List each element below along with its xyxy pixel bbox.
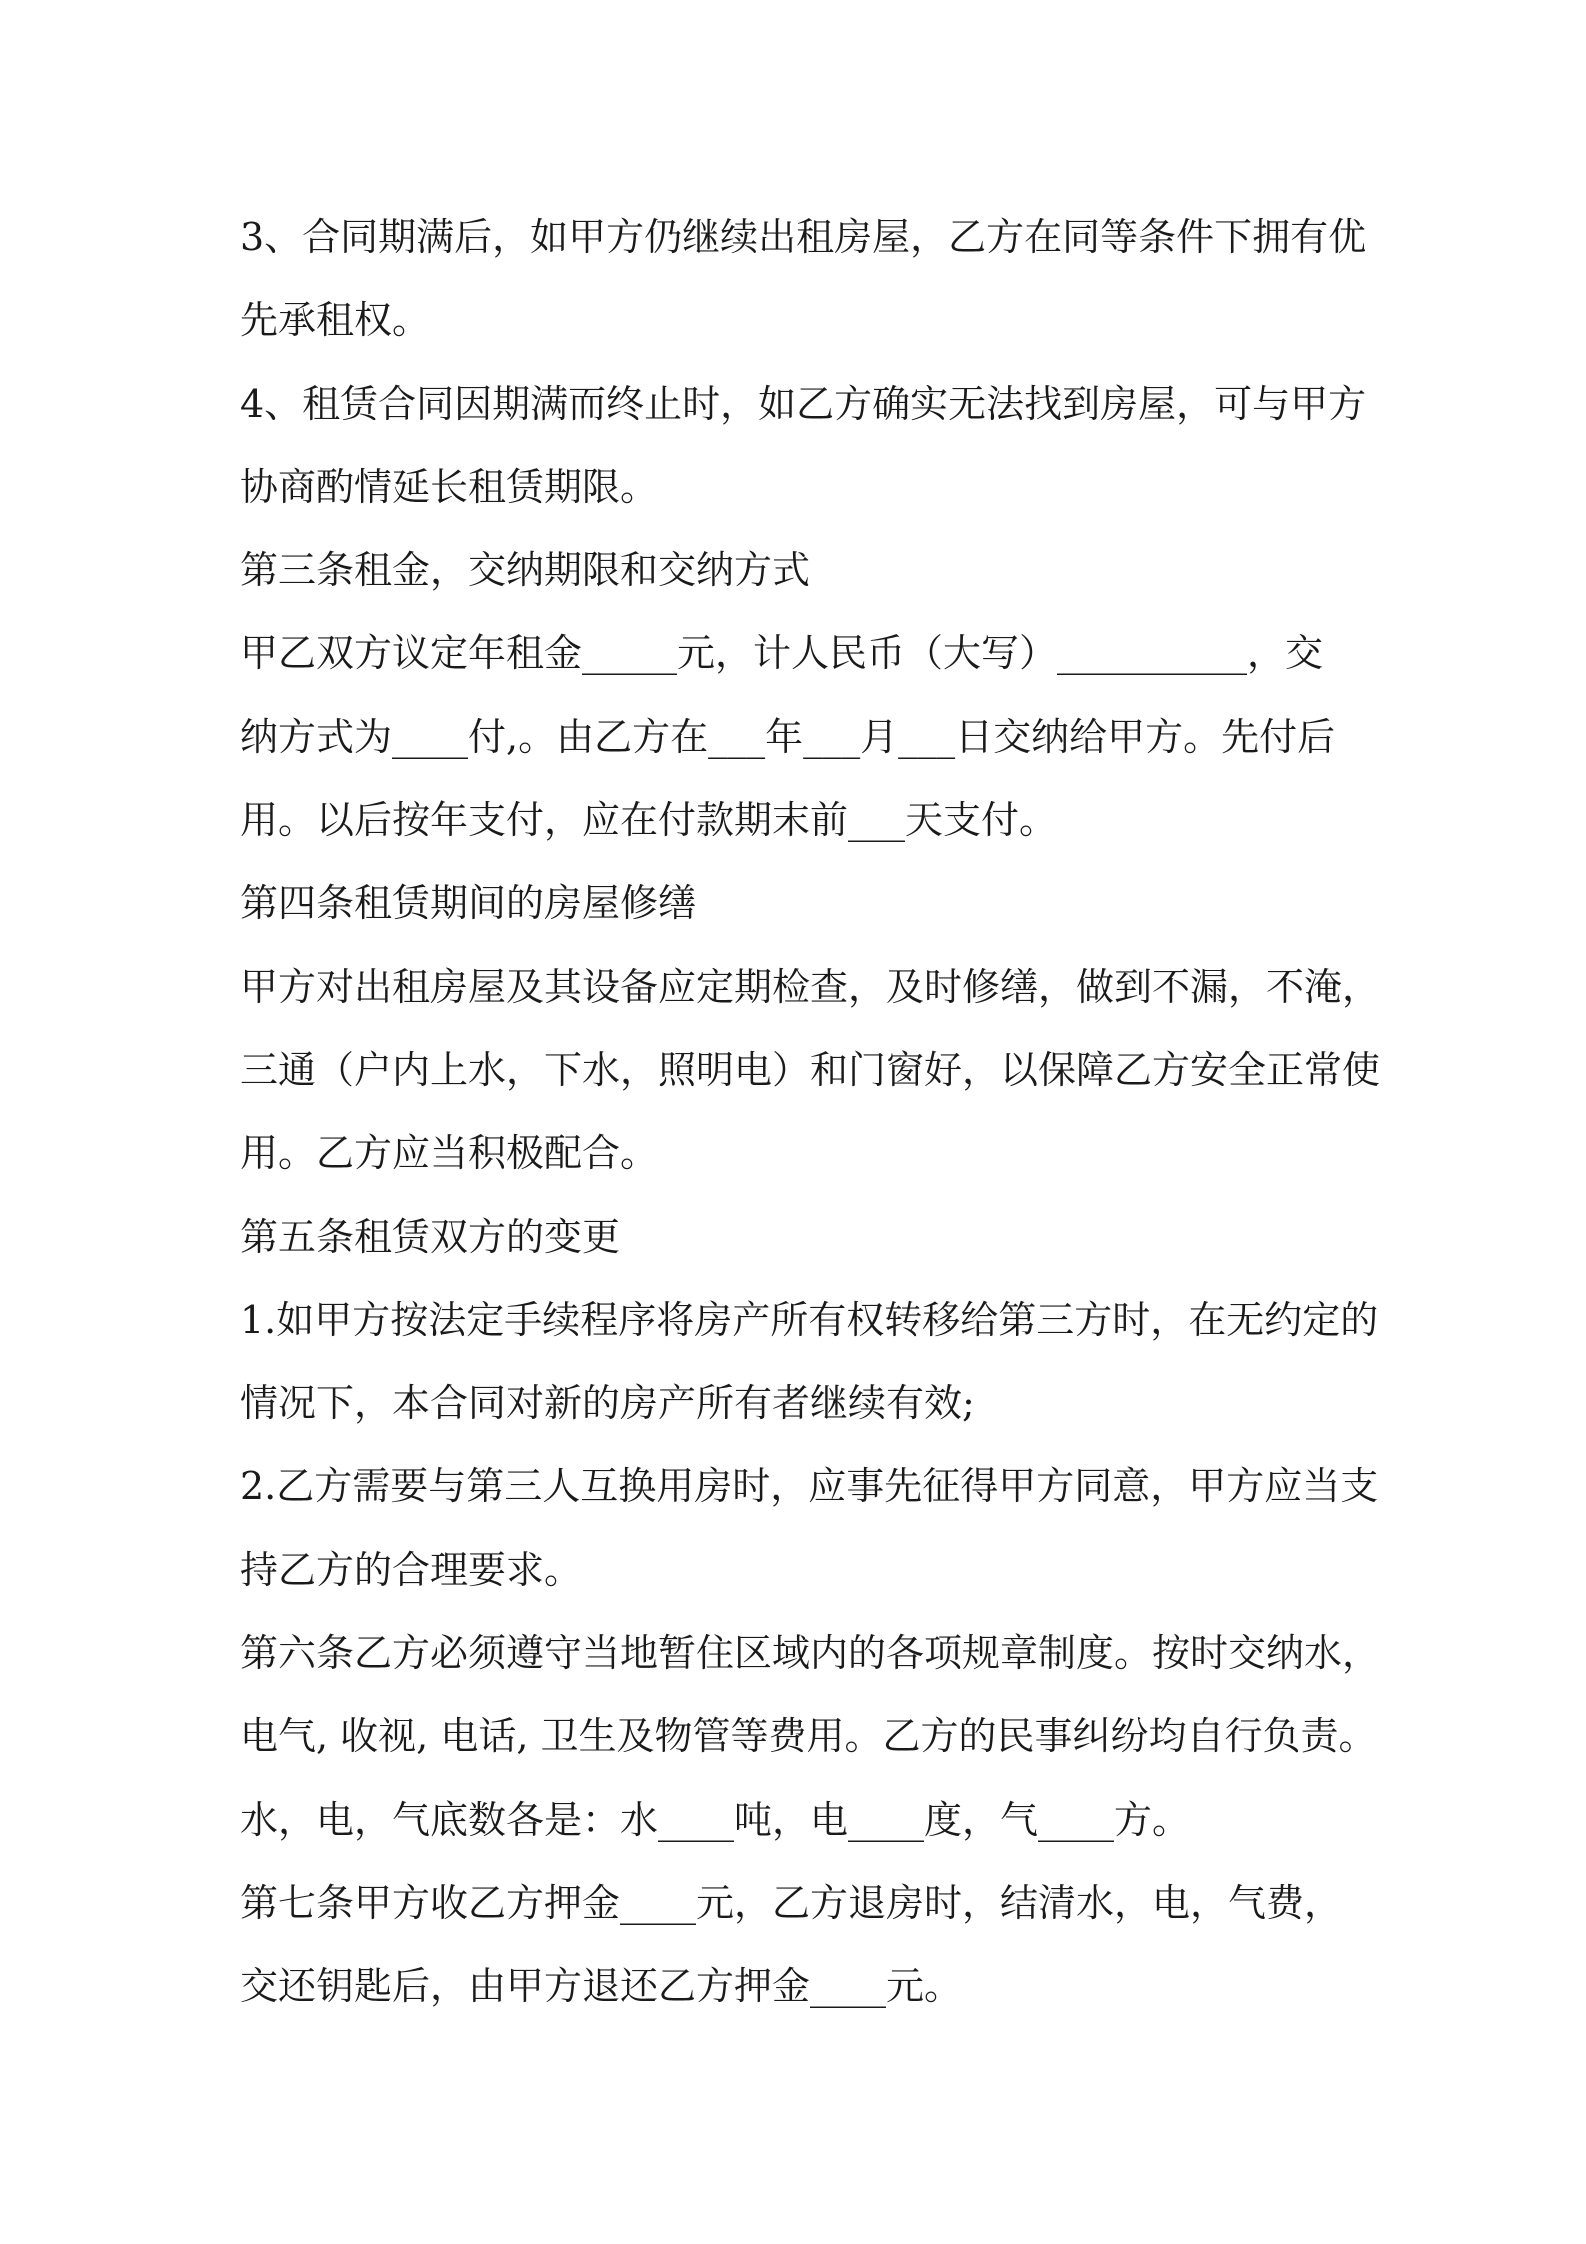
article-5-item-2	[240, 1445, 1379, 1612]
article-6-regulations	[240, 1612, 1381, 1862]
text-line: 协商酌情延长租赁期限。	[240, 464, 659, 509]
text-line: 纳方式为____付,。由乙方在___年___月___日交纳给甲方。先付后	[240, 714, 1336, 759]
text-line: 用。乙方应当积极配合。	[240, 1131, 659, 1176]
heading-text: 第四条租赁期间的房屋修缮	[240, 881, 697, 926]
text-line: 3、合同期满后，如甲方仍继续出租房屋，乙方在同等条件下拥有优	[240, 215, 1367, 259]
article-3-rent-terms	[240, 612, 1360, 862]
clause-3-renewal-priority	[240, 196, 1367, 363]
text-line: 甲乙双方议定年租金_____元，计人民币（大写）__________，交	[240, 631, 1324, 676]
text-line: 情况下，本合同对新的房产所有者继续有效;	[240, 1381, 975, 1426]
article-7-deposit	[240, 1862, 1360, 2029]
text-line: 甲方对出租房屋及其设备应定期检查，及时修缮，做到不漏，不淹，	[240, 964, 1381, 1009]
text-line: 持乙方的合理要求。	[240, 1547, 583, 1592]
text-line: 第六条乙方必须遵守当地暂住区域内的各项规章制度。按时交纳水，	[240, 1631, 1381, 1676]
text-line: 用。以后按年支付，应在付款期末前___天支付。	[240, 798, 1058, 843]
text-line: 1.如甲方按法定手续程序将房产所有权转移给第三方时，在无约定的	[240, 1297, 1379, 1342]
text-line: 第七条甲方收乙方押金____元，乙方退房时，结清水，电，气费，	[240, 1880, 1343, 1925]
text-line: 先承租权。	[240, 298, 431, 343]
article-5-item-1	[240, 1279, 1379, 1446]
article-3-heading	[240, 529, 1360, 612]
article-4-heading	[240, 862, 1360, 945]
heading-text: 第三条租金，交纳期限和交纳方式	[240, 548, 811, 593]
text-line: 三通（户内上水，下水，照明电）和门窗好，以保障乙方安全正常使	[240, 1047, 1381, 1092]
text-line: 4、租赁合同因期满而终止时，如乙方确实无法找到房屋，可与甲方	[240, 381, 1367, 426]
clause-4-lease-extension	[240, 363, 1367, 530]
heading-text: 第五条租赁双方的变更	[240, 1214, 621, 1259]
text-line: 电气, 收视, 电话, 卫生及物管等费用。乙方的民事纠纷均自行负责。	[240, 1714, 1377, 1759]
text-line: 2.乙方需要与第三人互换用房时，应事先征得甲方同意，甲方应当支	[240, 1464, 1379, 1509]
text-line: 交还钥匙后，由甲方退还乙方押金____元。	[240, 1964, 963, 2009]
document-body	[240, 196, 1381, 2029]
text-line: 水，电，气底数各是：水____吨，电____度，气____方。	[240, 1797, 1191, 1842]
article-4-repair-terms	[240, 946, 1381, 1196]
article-5-heading	[240, 1196, 1360, 1279]
